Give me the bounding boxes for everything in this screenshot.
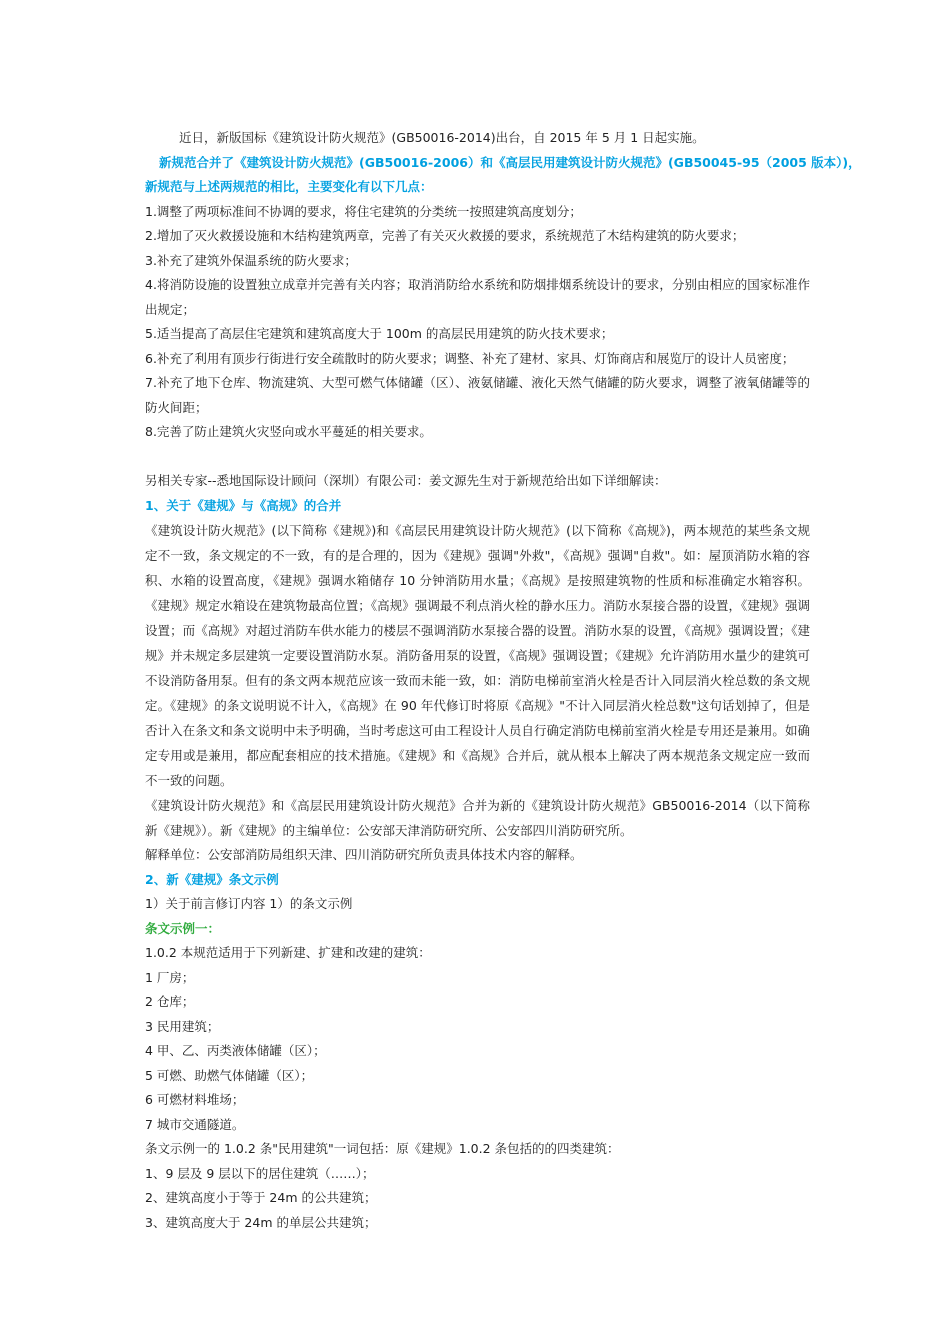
list-item: 5 可燃、助燃气体储罐（区）； [145, 1067, 314, 1083]
example-1-list [145, 941, 810, 1235]
paragraph-gap [145, 445, 810, 470]
merge-highlight-line: 新规范合并了《建筑设计防火规范》(GB50016-2006）和《高层民用建筑设计防火规范》(GB50045-95（2005 版本）)， [159, 154, 861, 170]
list-item: 7 城市交通隧道。 [145, 1116, 245, 1132]
list-item: 1 厂房； [145, 969, 195, 985]
list-item: 条文示例一的 1.0.2 条"民用建筑"一词包括：原《建规》1.0.2 条包括的的四类建筑： [145, 1141, 620, 1156]
changes-list [145, 200, 810, 445]
list-item: 5.适当提高了高层住宅建筑和建筑高度大于 100m 的高层民用建筑的防火技术要求； [145, 326, 614, 341]
expert-intro: 另相关专家--悉地国际设计顾问（深圳）有限公司：姜文源先生对于新规范给出如下详细解读： [145, 473, 667, 488]
section-1-merge-paragraph: 《建筑设计防火规范》和《高层民用建筑设计防火规范》合并为新的《建筑设计防火规范》GB50016-2014（以下简称新《建规》）。新《建规》的主编单位：公安部天津消防研究所、公安部四川消防研究所。 [145, 798, 810, 838]
document-body [145, 126, 861, 1235]
section-2-title: 2、新《建规》条文示例 [145, 871, 279, 887]
list-item: 2、建筑高度小于等于 24m 的公共建筑； [145, 1190, 377, 1205]
interpretation-unit: 解释单位：公安部消防局组织天津、四川消防研究所负责具体技术内容的解释。 [145, 847, 583, 862]
section-1-paragraph: 《建筑设计防火规范》(以下简称《建规》)和《高层民用建筑设计防火规范》(以下简称《高规》)，两本规范的某些条文规定不一致，条文规定的不一致，有的是合理的，因为《建规》强调"外救"，《高规》强调"自救"。如：屋顶消防水箱的容积、水箱的设置高度，《建规》强调水箱储存 10 分钟消防用水量；《高规》是按照建筑物的性质和标准确定水箱容积。《建规》规定水箱设在建筑物最高位置；《高规》强调最不利点消火栓的静水压力。消防水泵接合器的设置，《建规》强调设置；而《高规》对超过消防车供水能力的楼层不强调消防水泵接合器的设置。消防水泵的设置，《高规》强调设置；《建规》并未规定多层建筑一定要设置消防水泵。消防备用泵的设置，《高规》强调设置；《建规》允许消防用水量少的建筑可不设消防备用泵。但有的条文两本规范应该一致而未能一致，如：消防电梯前室消火栓是否计入同层消火栓总数的条文规定。《建规》的条文说明说不计入，《高规》在 90 年代修订时将原《高规》"不计入同层消火栓总数"这句话划掉了，但是否计入在条文和条文说明中未予明确，当时考虑这可由工程设计人员自行确定消防电梯前室消火栓是专用还是兼用。如确定专用或是兼用，都应配套相应的技术措施。《建规》和《高规》合并后，就从根本上解决了两本规范条文规定应一致而不一致的问题。 [145, 523, 810, 788]
list-item: 6 可燃材料堆场； [145, 1092, 245, 1107]
intro-paragraph: 近日，新版国标《建筑设计防火规范》(GB50016-2014)出台，自 2015 年 5 月 1 日起实施。 [179, 130, 705, 145]
list-item: 6.补充了利用有顶步行街进行安全疏散时的防火要求；调整、补充了建材、家具、灯饰商店和展览厅的设计人员密度； [145, 350, 795, 366]
list-item: 4 甲、乙、丙类液体储罐（区）； [145, 1043, 326, 1058]
list-item: 3.补充了建筑外保温系统的防火要求； [145, 252, 357, 268]
list-item: 1.0.2 本规范适用于下列新建、扩建和改建的建筑： [145, 945, 431, 960]
list-item: 1、9 层及 9 层以下的居住建筑（……）； [145, 1165, 375, 1181]
list-item: 4.将消防设施的设置独立成章并完善有关内容；取消消防给水系统和防烟排烟系统设计的要求，分别由相应的国家标准作出规定； [145, 277, 810, 317]
example-1-title: 条文示例一： [145, 920, 221, 936]
list-item: 8.完善了防止建筑火灾竖向或水平蔓延的相关要求。 [145, 424, 432, 439]
section-1-title: 1、关于《建规》与《高规》的合并 [145, 497, 342, 513]
list-item: 2.增加了灭火救援设施和木结构建筑两章，完善了有关灭火救援的要求，系统规范了木结构建筑的防火要求； [145, 228, 745, 243]
list-item: 7.补充了地下仓库、物流建筑、大型可燃气体储罐（区）、液氨储罐、液化天然气储罐的防火要求，调整了液氧储罐等的防火间距； [145, 375, 810, 415]
changes-highlight-line: 新规范与上述两规范的相比，主要变化有以下几点： [145, 179, 433, 194]
list-item: 2 仓库； [145, 994, 195, 1009]
list-item: 3、建筑高度大于 24m 的单层公共建筑； [145, 1214, 377, 1230]
list-item: 1.调整了两项标准间不协调的要求，将住宅建筑的分类统一按照建筑高度划分； [145, 203, 582, 219]
section-2-subtitle: 1）关于前言修订内容 1）的条文示例 [145, 896, 353, 911]
list-item: 3 民用建筑； [145, 1018, 220, 1034]
